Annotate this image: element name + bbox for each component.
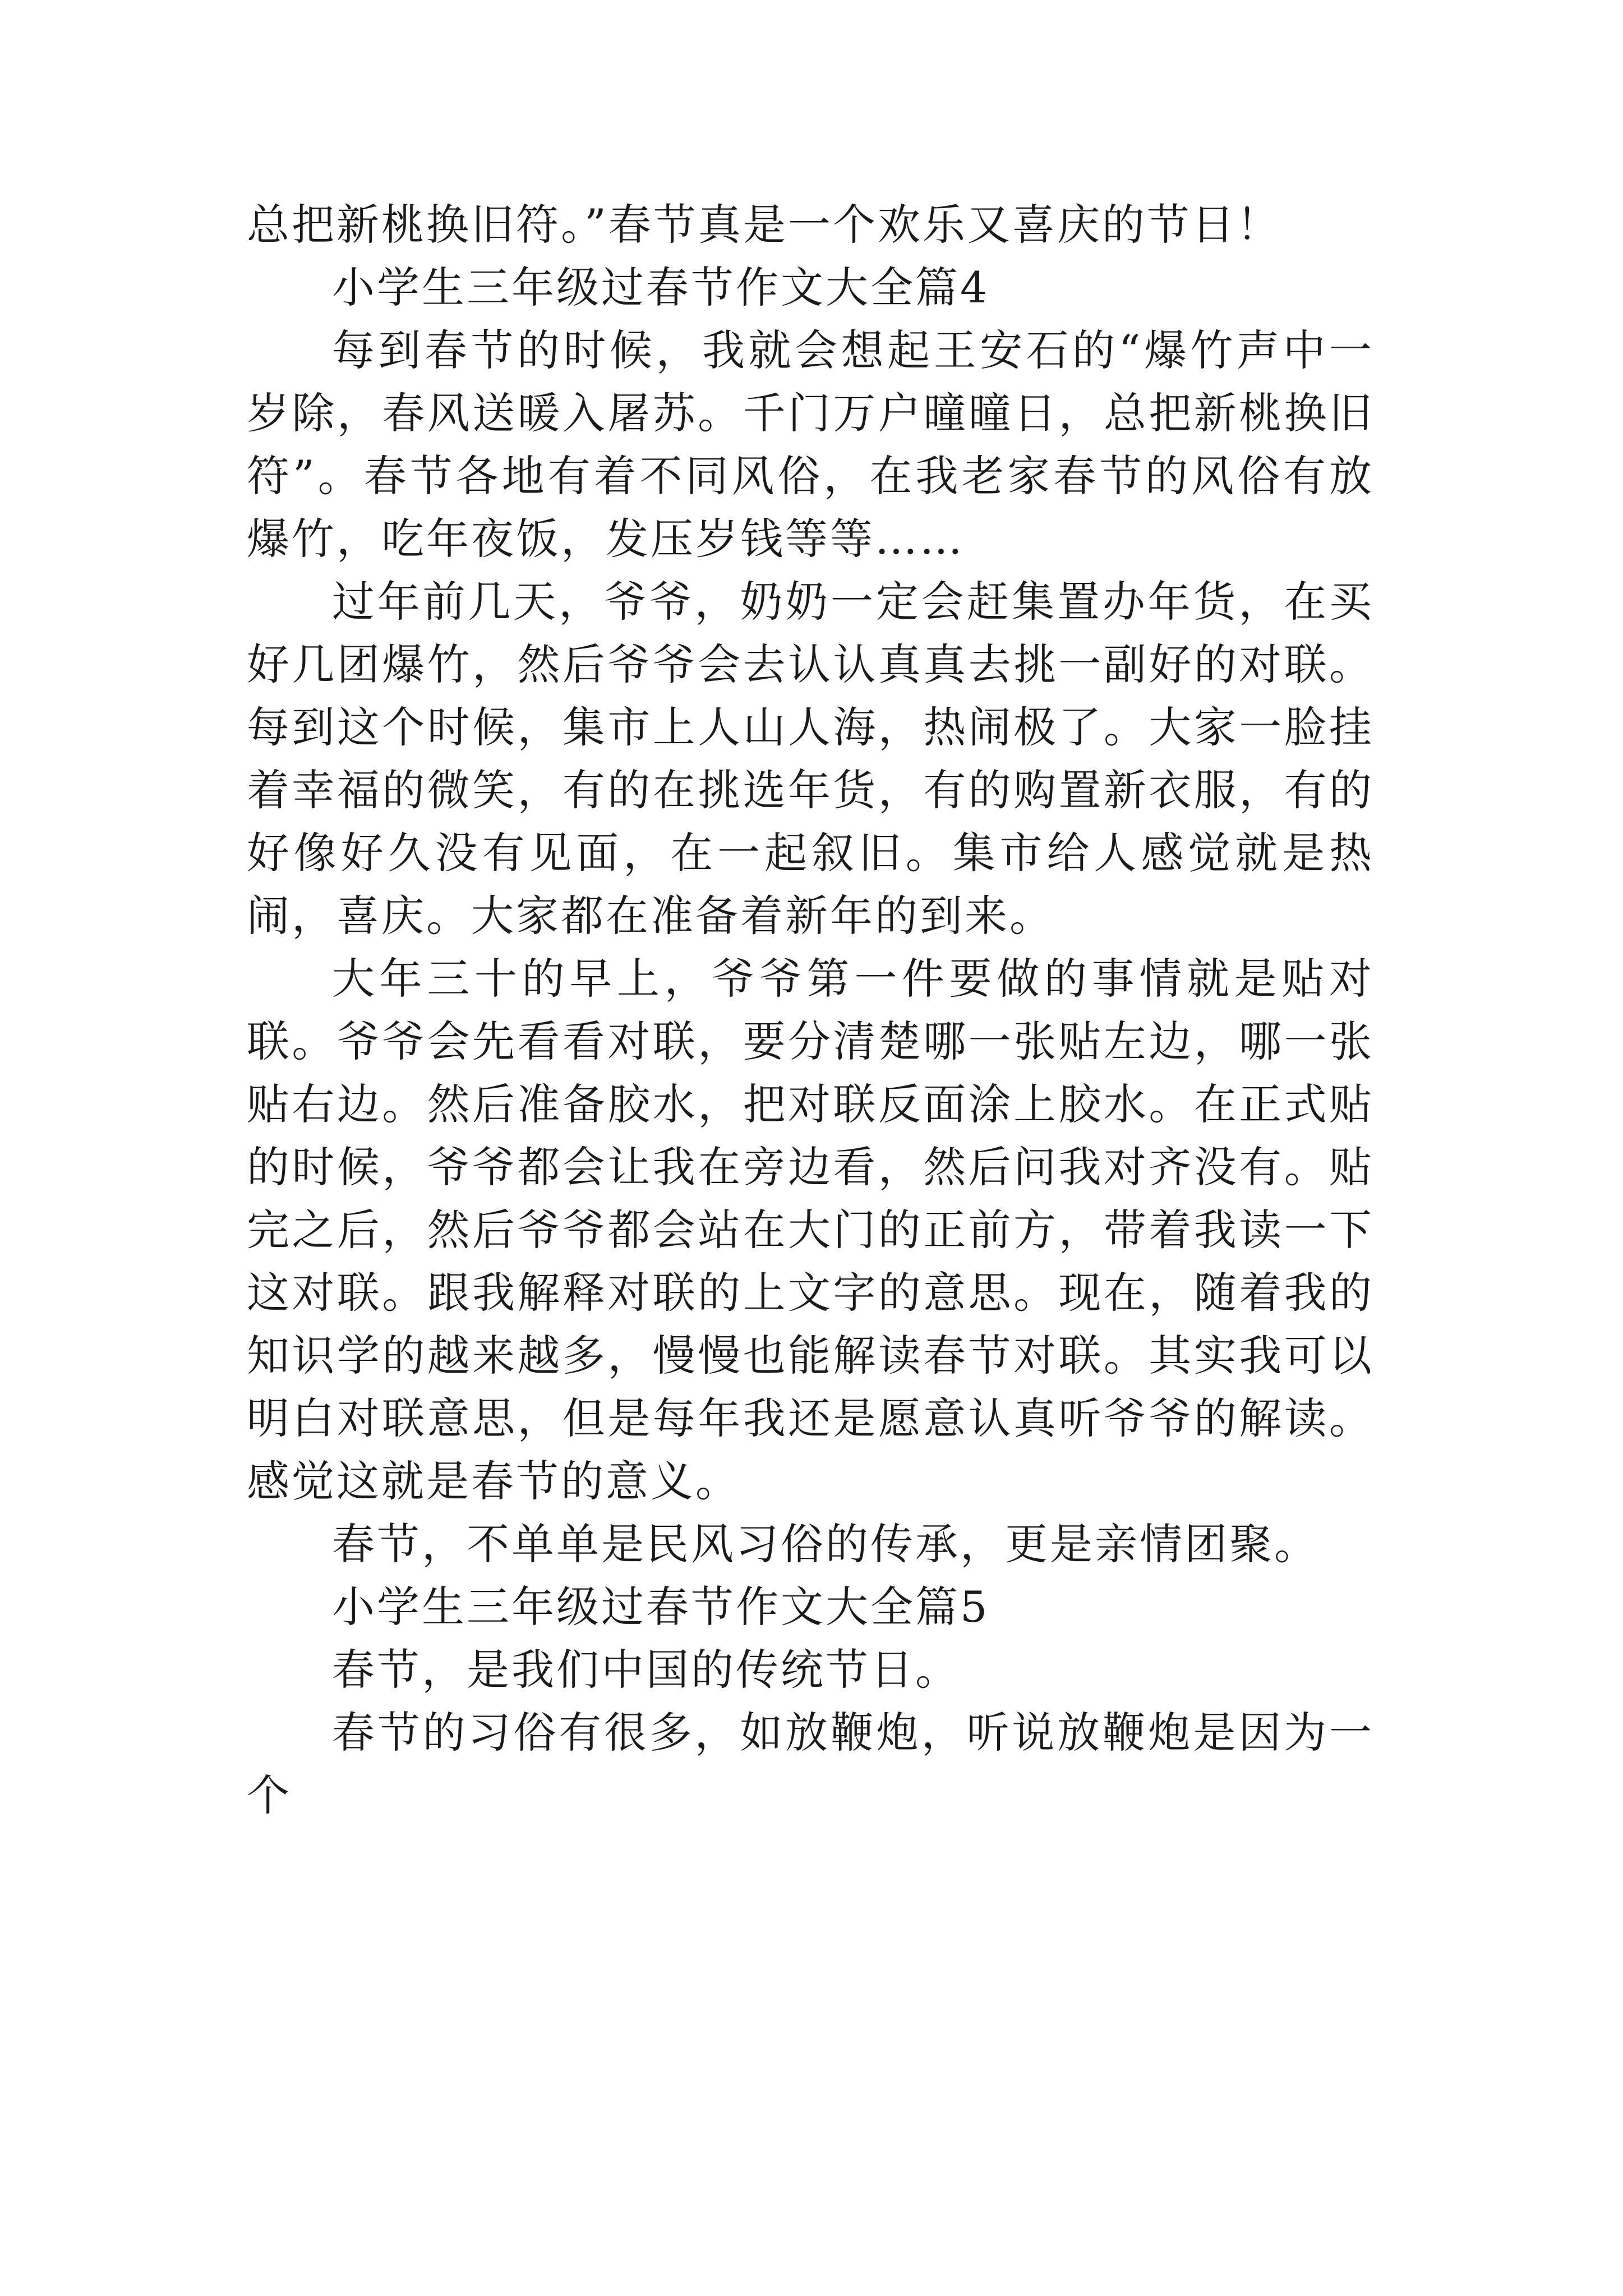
paragraph: 每到春节的时候，我就会想起王安石的“爆竹声中一岁除，春风送暖入屠苏。千门万户曈曈日，总把新桃换旧符”。春节各地有着不同风俗，在我老家春节的风俗有放爆竹，吃年夜饭，发压岁钱等等…… [247,325,1374,564]
paragraph: 过年前几天，爷爷，奶奶一定会赶集置办年货，在买好几团爆竹，然后爷爷会去认认真真去挑一副好的对联。每到这个时候，集市上人山人海，热闹极了。大家一脸挂着幸福的微笑，有的在挑选年货，有的购置新衣服，有的好像好久没有见面，在一起叙旧。集市给人感觉就是热闹，喜庆。大家都在准备着新年的到来。 [247,577,1374,941]
paragraph: 春节，是我们中国的传统节日。 [332,1645,960,1695]
document-body [247,194,1374,1827]
paragraph-continuation: 总把新桃换旧符。”春节真是一个欢乐又喜庆的节日！ [247,200,1281,250]
section-heading-5: 小学生三年级过春节作文大全篇5 [332,1582,990,1632]
paragraph: 春节的习俗有很多，如放鞭炮，听说放鞭炮是因为一个 [247,1708,1374,1820]
paragraph: 春节，不单单是民风习俗的传承，更是亲情团聚。 [332,1519,1319,1569]
paragraph: 大年三十的早上，爷爷第一件要做的事情就是贴对联。爷爷会先看看对联，要分清楚哪一张贴左边，哪一张贴右边。然后准备胶水，把对联反面涂上胶水。在正式贴的时候，爷爷都会让我在旁边看，然后问我对齐没有。贴完之后，然后爷爷都会站在大门的正前方，带着我读一下这对联。跟我解释对联的上文字的意思。现在，随着我的知识学的越来越多，慢慢也能解读春节对联。其实我可以明白对联意思，但是每年我还是愿意认真听爷爷的解读。感觉这就是春节的意义。 [247,954,1374,1506]
section-heading-4: 小学生三年级过春节作文大全篇4 [332,263,990,312]
